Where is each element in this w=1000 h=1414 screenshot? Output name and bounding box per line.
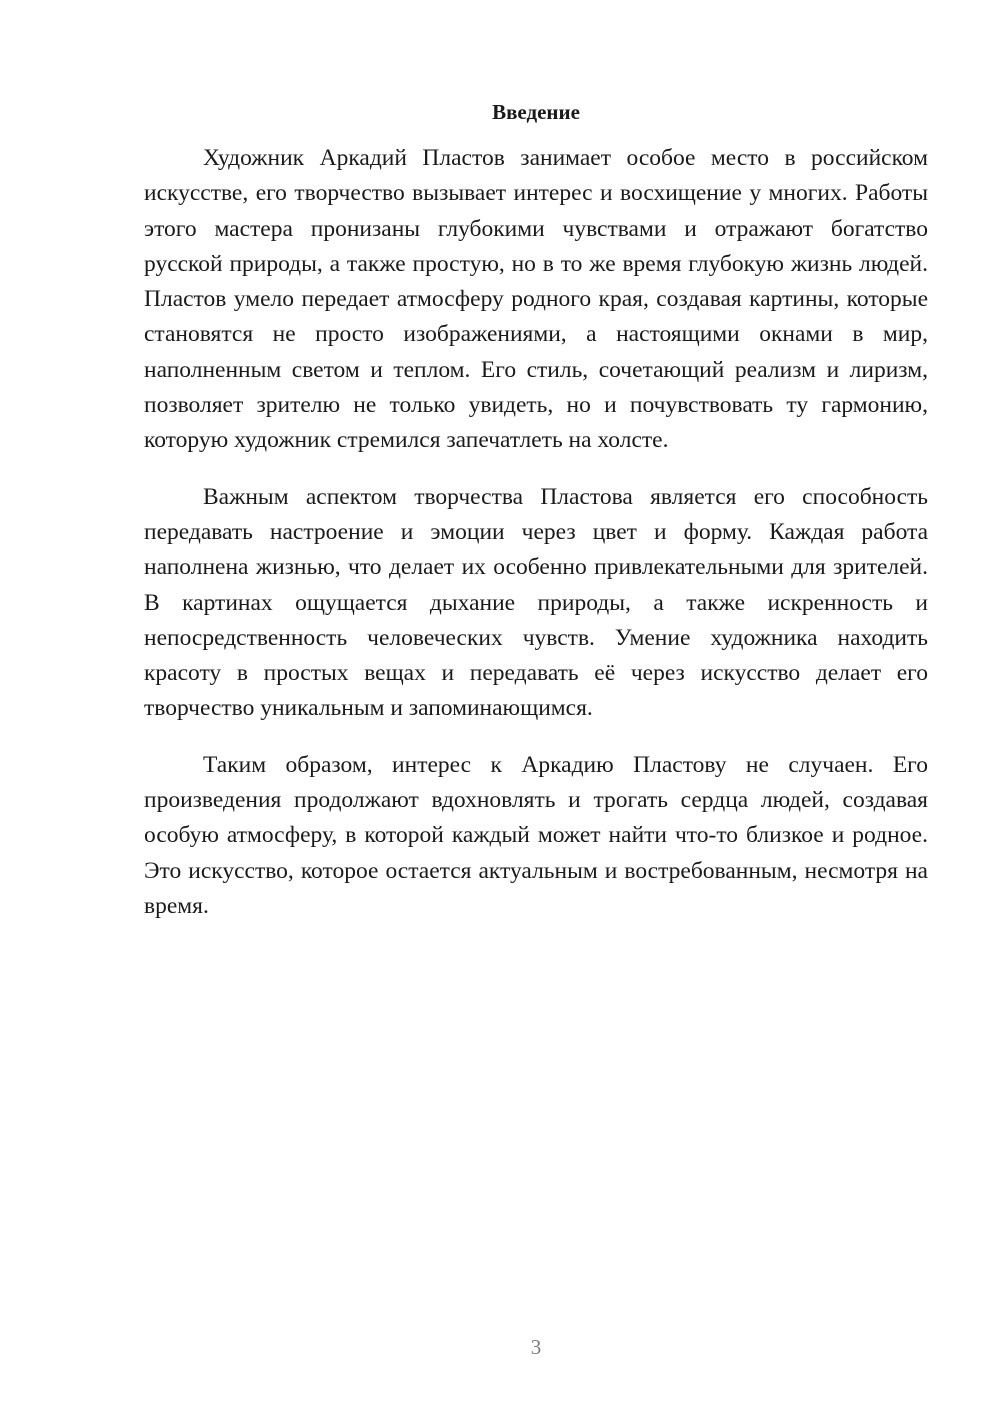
body-text <box>144 141 928 945</box>
paragraph-3: Таким образом, интерес к Аркадию Пластову не случаен. Его произведения продолжают вдохновлять и трогать сердца людей, создавая особую атмосферу, в которой каждый может найти что-то близкое и родное. Это искусство, которое остается актуальным и востребованным, несмотря на время. <box>144 751 928 919</box>
paragraph-1: Художник Аркадий Пластов занимает особое место в российском искусстве, его творчество вызывает интерес и восхищение у многих. Работы этого мастера пронизаны глубокими чувствами и отражают богатство русской природы, а также простую, но в то же время глубокую жизнь людей. Пластов умело передает атмосферу родного края, создавая картины, которые становятся не просто изображениями, а настоящими окнами в мир, наполненным светом и теплом. Его стиль, сочетающий реализм и лиризм, позволяет зрителю не только увидеть, но и почувствовать ту гармонию, которую художник стремился запечатлеть на холсте. <box>144 145 928 454</box>
section-heading: Введение <box>492 100 580 124</box>
paragraph-2: Важным аспектом творчества Пластова является его способность передавать настроение и эмоции через цвет и форму. Каждая работа наполнена жизнью, что делает их особенно привлекательными для зрителей. В картинах ощущается дыхание природы, а также искренность и непосредственность человеческих чувств. Умение художника находить красоту в простых вещах и передавать её через искусство делает его творчество уникальным и запоминающимся. <box>144 483 928 722</box>
page-number: 3 <box>530 1335 542 1359</box>
